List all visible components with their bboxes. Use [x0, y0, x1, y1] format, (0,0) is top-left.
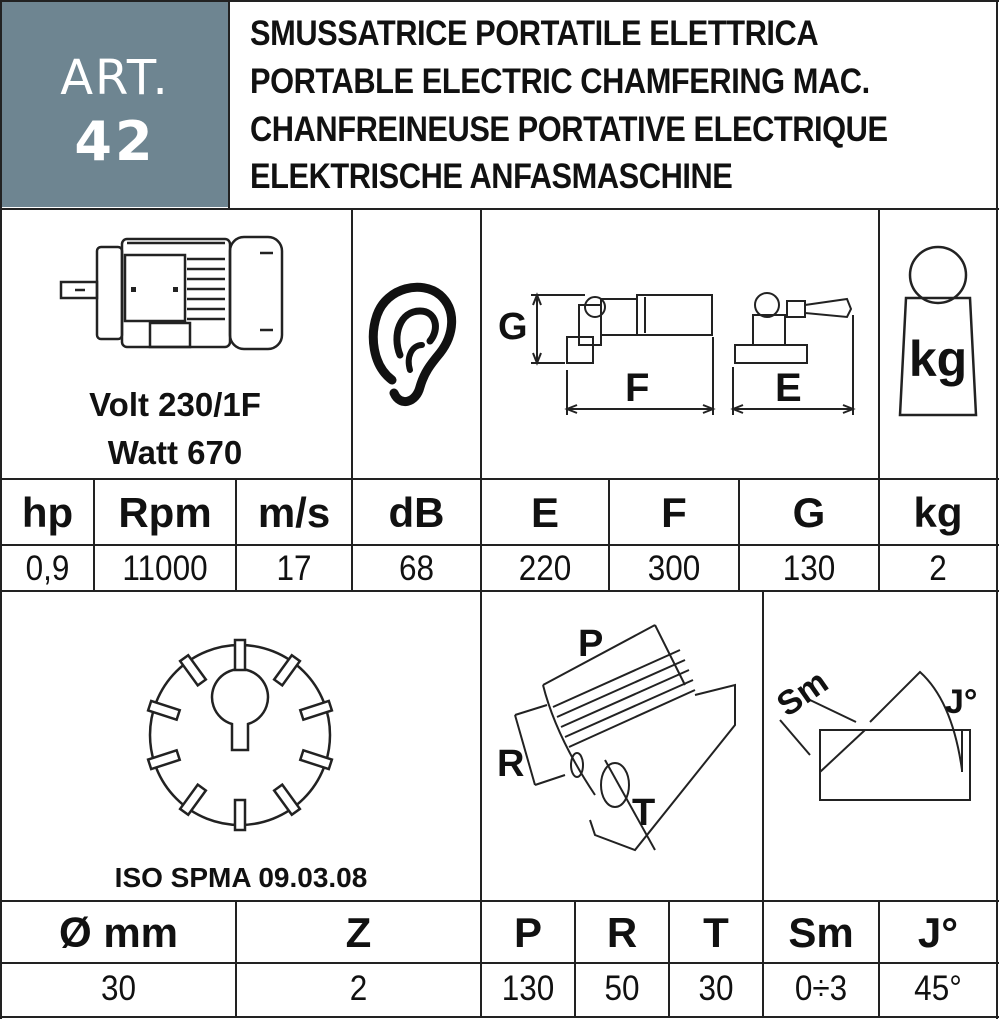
spec-value-speed: 17: [276, 549, 312, 588]
divider: [228, 0, 230, 209]
spec-value-g: 130: [782, 549, 836, 588]
dimension-label-f: F: [625, 366, 650, 410]
motor-watt: Watt 670: [107, 434, 243, 471]
spec-value-f: 300: [647, 549, 701, 588]
tool-value-diameter: 30: [100, 969, 137, 1008]
motor-volt: Volt 230/1F: [89, 386, 261, 423]
spec-header-e: E: [530, 489, 559, 536]
frame-right: [996, 0, 998, 1019]
frame-bottom: [0, 1016, 999, 1018]
title-german: ELEKTRISCHE ANFASMASCHINE: [250, 157, 733, 196]
tool-value-r: 50: [604, 969, 640, 1008]
dimension-label-e: E: [775, 366, 802, 410]
motor-icon: [55, 225, 290, 360]
dimension-label-g: G: [498, 306, 528, 348]
tool-value-j: 45°: [914, 969, 962, 1008]
divider: [0, 208, 999, 210]
chamfer-label-j: J°: [945, 683, 978, 721]
bevel-label-t: T: [632, 792, 656, 834]
cutter-icon: [140, 630, 340, 840]
article-prefix: ART.: [60, 50, 170, 106]
spec-header-hp: hp: [21, 489, 74, 536]
tool-header-z: Z: [345, 909, 372, 956]
tool-header-j: J°: [917, 909, 959, 956]
spec-value-hp: 0,9: [25, 549, 70, 588]
tool-header-diameter: Ø mm: [58, 909, 179, 956]
tool-header-sm: Sm: [788, 909, 854, 956]
spec-header-g: G: [792, 489, 826, 536]
bevel-label-p: P: [578, 623, 604, 665]
cutter-standard: ISO SPMA 09.03.08: [114, 862, 368, 893]
spec-header-kg: kg: [913, 489, 963, 536]
title-french: CHANFREINEUSE PORTATIVE ELECTRIQUE: [250, 110, 888, 149]
tool-header-t: T: [703, 909, 729, 956]
title-italian: SMUSSATRICE PORTATILE ELETTRICA: [250, 14, 819, 53]
chamfer-label-sm: Sm: [770, 662, 836, 725]
tool-header-r: R: [606, 909, 638, 956]
dimension-drawing: [495, 275, 865, 425]
spec-header-db: dB: [388, 489, 445, 536]
spec-header-rpm: Rpm: [118, 489, 212, 536]
tool-value-sm: 0÷3: [794, 969, 848, 1008]
ear-icon: [362, 275, 472, 415]
frame-top: [0, 0, 999, 2]
article-number: 42: [74, 110, 156, 173]
tool-value-z: 2: [349, 969, 368, 1008]
spec-value-kg: 2: [929, 549, 947, 588]
divider: [0, 900, 999, 902]
tool-value-p: 130: [501, 969, 555, 1008]
weight-label: kg: [908, 331, 968, 387]
bevel-label-r: R: [497, 743, 525, 785]
spec-header-f: F: [661, 489, 687, 536]
spec-value-db: 68: [398, 549, 435, 588]
article-badge: [2, 2, 228, 207]
title-english: PORTABLE ELECTRIC CHAMFERING MAC.: [250, 62, 870, 101]
tool-value-t: 30: [698, 969, 734, 1008]
divider: [480, 208, 482, 1018]
tool-header-p: P: [513, 909, 542, 956]
spec-header-speed: m/s: [257, 489, 331, 536]
bevel-geometry-drawing: [495, 615, 755, 865]
spec-value-rpm: 11000: [122, 549, 208, 588]
spec-value-e: 220: [518, 549, 572, 588]
divider: [0, 478, 999, 480]
